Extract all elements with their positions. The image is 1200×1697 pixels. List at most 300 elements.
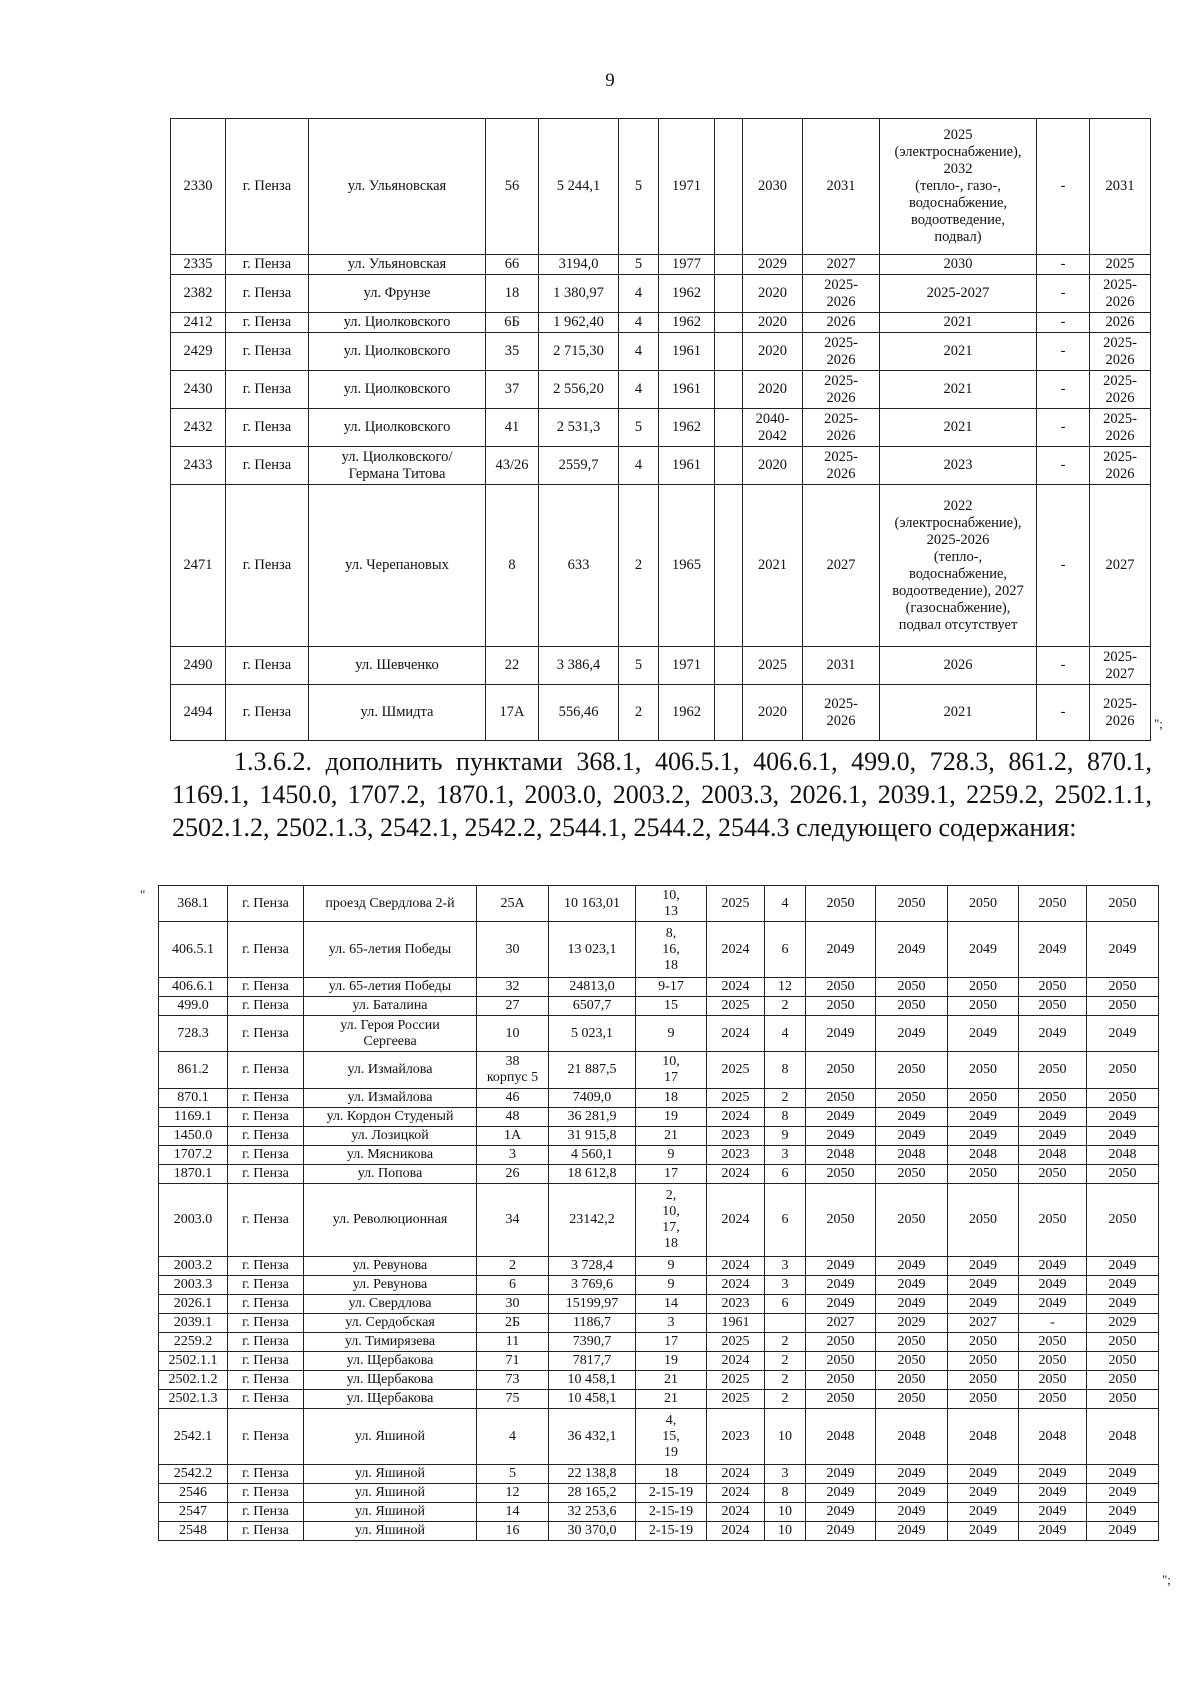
table-cell: 2049 bbox=[876, 1257, 948, 1276]
table-cell: ул. Героя России Сергеева bbox=[304, 1016, 477, 1052]
table-cell: 2 bbox=[765, 1390, 806, 1409]
table-cell: 2050 bbox=[1087, 1371, 1159, 1390]
table-cell: 2023 bbox=[707, 1127, 765, 1146]
table-cell: 1962 bbox=[659, 313, 715, 333]
table-cell: 2030 bbox=[743, 119, 803, 255]
table-cell: 37 bbox=[486, 371, 539, 409]
table-cell: 2050 bbox=[948, 1352, 1019, 1371]
table-cell: 10, 13 bbox=[636, 886, 707, 922]
table-cell: 2025 bbox=[707, 1333, 765, 1352]
table-cell: 2546 bbox=[159, 1484, 228, 1503]
table-cell: 2025- 2026 bbox=[803, 447, 880, 485]
table-cell: 22 bbox=[486, 647, 539, 685]
table-row bbox=[171, 333, 1151, 371]
table-cell bbox=[715, 371, 743, 409]
table-cell: 4 bbox=[619, 333, 659, 371]
table-cell: 1961 bbox=[707, 1314, 765, 1333]
table-cell: 1961 bbox=[659, 333, 715, 371]
table-cell: 2021 bbox=[880, 409, 1037, 447]
table-row bbox=[171, 275, 1151, 313]
table-cell: 2050 bbox=[876, 886, 948, 922]
table-cell: 10 bbox=[477, 1016, 549, 1052]
table-cell: 31 915,8 bbox=[549, 1127, 636, 1146]
table-cell bbox=[715, 685, 743, 741]
table-cell: 2021 bbox=[880, 371, 1037, 409]
table-cell: 2026 bbox=[803, 313, 880, 333]
table-cell: 2049 bbox=[1087, 1522, 1159, 1541]
table-cell: ул. Революционная bbox=[304, 1184, 477, 1257]
table-cell: 2025 (электроснабжение), 2032 (тепло-, газо-, водоснабжение, водоотведение, подвал) bbox=[880, 119, 1037, 255]
table-cell: 2025- 2026 bbox=[803, 371, 880, 409]
table-cell: 2049 bbox=[1019, 1465, 1087, 1484]
table-row bbox=[159, 1465, 1159, 1484]
table-cell: 2029 bbox=[876, 1314, 948, 1333]
table-cell: 2025- 2026 bbox=[1090, 333, 1151, 371]
table-cell: 2050 bbox=[1019, 997, 1087, 1016]
table-cell: 23142,2 bbox=[549, 1184, 636, 1257]
table-cell: 2050 bbox=[1087, 1184, 1159, 1257]
table-cell: ул. Фрунзе bbox=[309, 275, 486, 313]
table-cell: г. Пенза bbox=[228, 1522, 304, 1541]
table-cell: 2027 bbox=[803, 255, 880, 275]
table-row bbox=[159, 922, 1159, 978]
table-cell: г. Пенза bbox=[228, 1333, 304, 1352]
table-cell: 2502.1.1 bbox=[159, 1352, 228, 1371]
table-cell: 8 bbox=[486, 485, 539, 647]
table-cell: 4 bbox=[619, 275, 659, 313]
table-cell: 2029 bbox=[1087, 1314, 1159, 1333]
table-cell: 2049 bbox=[1019, 1522, 1087, 1541]
table-cell: 2026 bbox=[1090, 313, 1151, 333]
table-cell: 7409,0 bbox=[549, 1089, 636, 1108]
table-cell: 2025 bbox=[707, 886, 765, 922]
table-cell: 2048 bbox=[1019, 1146, 1087, 1165]
table-cell: 1977 bbox=[659, 255, 715, 275]
table-cell: 48 bbox=[477, 1108, 549, 1127]
table-cell: 2025- 2026 bbox=[803, 275, 880, 313]
table-cell: 18 bbox=[486, 275, 539, 313]
table-cell: 2049 bbox=[948, 1257, 1019, 1276]
table-cell: 2049 bbox=[806, 1016, 876, 1052]
table-cell: 75 bbox=[477, 1390, 549, 1409]
table-cell: 6507,7 bbox=[549, 997, 636, 1016]
table-cell: 2049 bbox=[876, 1295, 948, 1314]
table-cell: 9-17 bbox=[636, 978, 707, 997]
table-cell: 2050 bbox=[1087, 1352, 1159, 1371]
table-cell: ул. Циолковского/ Германа Титова bbox=[309, 447, 486, 485]
table-cell: 2027 bbox=[1090, 485, 1151, 647]
table-cell: 71 bbox=[477, 1352, 549, 1371]
table-cell bbox=[765, 1314, 806, 1333]
table-cell: 2048 bbox=[876, 1409, 948, 1465]
table-cell: 728.3 bbox=[159, 1016, 228, 1052]
table-cell: 5 023,1 bbox=[549, 1016, 636, 1052]
table-cell: 3 bbox=[477, 1146, 549, 1165]
table-cell: 2024 bbox=[707, 1522, 765, 1541]
table-cell: г. Пенза bbox=[226, 275, 309, 313]
table-cell: 2050 bbox=[876, 1390, 948, 1409]
table-cell: 2049 bbox=[948, 1127, 1019, 1146]
table-cell: 2471 bbox=[171, 485, 226, 647]
table-cell: - bbox=[1037, 685, 1090, 741]
table-cell: 6 bbox=[765, 1165, 806, 1184]
table-cell: г. Пенза bbox=[228, 1314, 304, 1333]
table-cell bbox=[715, 409, 743, 447]
table-cell: 2021 bbox=[880, 685, 1037, 741]
table-cell: 2050 bbox=[1019, 1352, 1087, 1371]
table-cell: 21 bbox=[636, 1371, 707, 1390]
table-cell: - bbox=[1037, 447, 1090, 485]
table-row bbox=[159, 1503, 1159, 1522]
table-cell: 2022 (электроснабжение), 2025-2026 (тепло-, водоснабжение, водоотведение), 2027 (газоснабжение), подвал отсутствует bbox=[880, 485, 1037, 647]
table-cell: 406.6.1 bbox=[159, 978, 228, 997]
table-cell: 2049 bbox=[1087, 1276, 1159, 1295]
table-cell: г. Пенза bbox=[228, 1484, 304, 1503]
table-cell: 2430 bbox=[171, 371, 226, 409]
table-cell: г. Пенза bbox=[228, 997, 304, 1016]
table-cell: 27 bbox=[477, 997, 549, 1016]
table-cell: 13 023,1 bbox=[549, 922, 636, 978]
table-cell: 2031 bbox=[803, 119, 880, 255]
table-cell: 2049 bbox=[1019, 1257, 1087, 1276]
table-cell: 2050 bbox=[1019, 886, 1087, 922]
table-cell: 4 bbox=[619, 371, 659, 409]
table-cell: 2025- 2026 bbox=[1090, 409, 1151, 447]
table-cell: 2050 bbox=[1087, 886, 1159, 922]
table-cell: 2050 bbox=[806, 1390, 876, 1409]
table-added-entries bbox=[158, 885, 1159, 1541]
table-cell: 2559,7 bbox=[539, 447, 619, 485]
table-cell: 2003.3 bbox=[159, 1276, 228, 1295]
table-cell: ул. Мясникова bbox=[304, 1146, 477, 1165]
table-cell: 2542.1 bbox=[159, 1409, 228, 1465]
table-cell: 2031 bbox=[803, 647, 880, 685]
table-cell: 2049 bbox=[1087, 1127, 1159, 1146]
table-cell: 2024 bbox=[707, 1276, 765, 1295]
table-row bbox=[171, 485, 1151, 647]
table-cell: 2049 bbox=[876, 1522, 948, 1541]
table-cell: 2049 bbox=[1019, 1016, 1087, 1052]
table-cell: 2049 bbox=[1019, 1127, 1087, 1146]
table-cell: г. Пенза bbox=[228, 886, 304, 922]
table-cell: ул. Циолковского bbox=[309, 313, 486, 333]
table-cell: проезд Свердлова 2-й bbox=[304, 886, 477, 922]
table-cell: 2020 bbox=[743, 313, 803, 333]
table-cell: 2-15-19 bbox=[636, 1484, 707, 1503]
table-cell: г. Пенза bbox=[226, 447, 309, 485]
amendment-text: 1.3.6.2. дополнить пунктами 368.1, 406.5.1, 406.6.1, 499.0, 728.3, 861.2, 870.1, 1169.1, 1450.0, 1707.2, 1870.1, 2003.0, 2003.2, 2003.3, 2026.1, 2039.1, 2259.2, 2502.1.1, 2502.1.2, 2502.1.3, 2542.1, 2542.2, 2544.1, 2544.2, 2544.3 следующего содержания: bbox=[172, 747, 1152, 842]
table-cell: 2027 bbox=[803, 485, 880, 647]
table-cell: 2429 bbox=[171, 333, 226, 371]
table-cell: 2049 bbox=[876, 1465, 948, 1484]
table-cell: 2024 bbox=[707, 922, 765, 978]
table-cell: 35 bbox=[486, 333, 539, 371]
table-cell: 2050 bbox=[948, 1184, 1019, 1257]
table-row bbox=[171, 371, 1151, 409]
table-cell: ул. Ульяновская bbox=[309, 255, 486, 275]
table-cell: 2049 bbox=[1087, 1016, 1159, 1052]
table-cell: 2027 bbox=[806, 1314, 876, 1333]
table-cell: 2049 bbox=[876, 1108, 948, 1127]
table-cell: 2050 bbox=[876, 978, 948, 997]
table-cell: 12 bbox=[477, 1484, 549, 1503]
table-cell: 2025- 2026 bbox=[803, 409, 880, 447]
table-cell: 2050 bbox=[806, 1165, 876, 1184]
table-cell: 21 bbox=[636, 1127, 707, 1146]
table-cell: 2-15-19 bbox=[636, 1522, 707, 1541]
table-cell: 2040- 2042 bbox=[743, 409, 803, 447]
table-cell: 1961 bbox=[659, 447, 715, 485]
table-cell: г. Пенза bbox=[228, 922, 304, 978]
table-existing-entries bbox=[170, 118, 1151, 741]
table-cell: 36 432,1 bbox=[549, 1409, 636, 1465]
table-cell: 556,46 bbox=[539, 685, 619, 741]
table-cell: 2490 bbox=[171, 647, 226, 685]
table-cell: 2050 bbox=[806, 1333, 876, 1352]
table-cell: 2050 bbox=[806, 886, 876, 922]
table-cell: 2050 bbox=[806, 978, 876, 997]
table-cell: 2049 bbox=[806, 1522, 876, 1541]
table-cell: ул. Ревунова bbox=[304, 1276, 477, 1295]
table-cell: 2050 bbox=[876, 1333, 948, 1352]
table-row bbox=[171, 447, 1151, 485]
table-cell: 2049 bbox=[876, 922, 948, 978]
table-cell: ул. Баталина bbox=[304, 997, 477, 1016]
table-cell: 2049 bbox=[876, 1276, 948, 1295]
table-cell: 32 bbox=[477, 978, 549, 997]
table-cell: 1 380,97 bbox=[539, 275, 619, 313]
table-cell: 1186,7 bbox=[549, 1314, 636, 1333]
table-cell: 2049 bbox=[1019, 1503, 1087, 1522]
table-cell: 2048 bbox=[948, 1146, 1019, 1165]
table-cell: 2024 bbox=[707, 978, 765, 997]
table-cell: ул. 65-летия Победы bbox=[304, 978, 477, 997]
table-cell: 2049 bbox=[876, 1503, 948, 1522]
table-row bbox=[159, 1089, 1159, 1108]
table-cell: 2025- 2026 bbox=[1090, 447, 1151, 485]
table-cell: 2050 bbox=[948, 1333, 1019, 1352]
table-cell: ул. Черепановых bbox=[309, 485, 486, 647]
table-cell: 2050 bbox=[948, 1052, 1019, 1089]
table-cell: - bbox=[1037, 371, 1090, 409]
table-cell: 2050 bbox=[948, 886, 1019, 922]
table-cell: 2050 bbox=[1087, 1333, 1159, 1352]
table-cell: 1169.1 bbox=[159, 1108, 228, 1127]
table-cell: 2049 bbox=[1087, 1108, 1159, 1127]
table-cell: 5 bbox=[619, 255, 659, 275]
table-cell: 2050 bbox=[948, 978, 1019, 997]
table-cell: 15 bbox=[636, 997, 707, 1016]
table-cell: ул. Яшиной bbox=[304, 1409, 477, 1465]
table-cell: 2382 bbox=[171, 275, 226, 313]
table-row bbox=[171, 313, 1151, 333]
table-cell: 5 bbox=[477, 1465, 549, 1484]
table-cell: 2049 bbox=[876, 1127, 948, 1146]
table-cell: 1971 bbox=[659, 647, 715, 685]
table-row bbox=[159, 1108, 1159, 1127]
table-cell: 2023 bbox=[707, 1146, 765, 1165]
table-cell: 2049 bbox=[1019, 922, 1087, 978]
table-cell: 2548 bbox=[159, 1522, 228, 1541]
table-cell: 2050 bbox=[948, 1390, 1019, 1409]
table-cell: г. Пенза bbox=[228, 1390, 304, 1409]
table-cell: 2048 bbox=[1087, 1409, 1159, 1465]
table-cell: 2 556,20 bbox=[539, 371, 619, 409]
table-cell: 7390,7 bbox=[549, 1333, 636, 1352]
table-cell: 2050 bbox=[876, 1184, 948, 1257]
table-cell: 32 253,6 bbox=[549, 1503, 636, 1522]
table-cell: 2050 bbox=[1087, 978, 1159, 997]
table-cell: 2050 bbox=[948, 1165, 1019, 1184]
table-cell: 3 bbox=[636, 1314, 707, 1333]
table-cell: 2 bbox=[619, 685, 659, 741]
table-cell: г. Пенза bbox=[226, 647, 309, 685]
table-row bbox=[159, 1127, 1159, 1146]
table-cell: 2049 bbox=[948, 1465, 1019, 1484]
table-cell: ул. Свердлова bbox=[304, 1295, 477, 1314]
table-cell: ул. Измайлова bbox=[304, 1052, 477, 1089]
table-cell: 2050 bbox=[876, 997, 948, 1016]
table-cell: 2025 bbox=[707, 1052, 765, 1089]
table-row bbox=[159, 1522, 1159, 1541]
table-cell: ул. 65-летия Победы bbox=[304, 922, 477, 978]
table-row bbox=[159, 1371, 1159, 1390]
table-cell: ул. Циолковского bbox=[309, 333, 486, 371]
table-cell: 2020 bbox=[743, 685, 803, 741]
table-cell: ул. Щербакова bbox=[304, 1390, 477, 1409]
table-cell: 2050 bbox=[1019, 1184, 1087, 1257]
table-cell: 9 bbox=[765, 1127, 806, 1146]
table-cell: 2048 bbox=[806, 1409, 876, 1465]
table-cell: 2050 bbox=[1019, 1089, 1087, 1108]
table-row bbox=[159, 1333, 1159, 1352]
table-cell: 2 bbox=[765, 1371, 806, 1390]
table-cell: 499.0 bbox=[159, 997, 228, 1016]
table-cell: 2432 bbox=[171, 409, 226, 447]
table-cell: 2049 bbox=[876, 1484, 948, 1503]
table-cell: - bbox=[1037, 275, 1090, 313]
table-cell: 10, 17 bbox=[636, 1052, 707, 1089]
table-cell: 2049 bbox=[806, 1484, 876, 1503]
table-cell: 2030 bbox=[880, 255, 1037, 275]
table-row bbox=[159, 978, 1159, 997]
table-cell: 2433 bbox=[171, 447, 226, 485]
table-cell: 25А bbox=[477, 886, 549, 922]
table-cell: 1450.0 bbox=[159, 1127, 228, 1146]
table-cell: 3 bbox=[765, 1146, 806, 1165]
table-cell: 26 bbox=[477, 1165, 549, 1184]
table-row bbox=[171, 647, 1151, 685]
table-cell: ул. Яшиной bbox=[304, 1484, 477, 1503]
table-cell: 8, 16, 18 bbox=[636, 922, 707, 978]
table-cell: 6 bbox=[477, 1276, 549, 1295]
table-cell: 2020 bbox=[743, 371, 803, 409]
table-cell: 2050 bbox=[1019, 1390, 1087, 1409]
table-cell: ул. Лозицкой bbox=[304, 1127, 477, 1146]
table-cell: 46 bbox=[477, 1089, 549, 1108]
table-cell: 2029 bbox=[743, 255, 803, 275]
table-cell: 1707.2 bbox=[159, 1146, 228, 1165]
table-cell bbox=[715, 333, 743, 371]
table-cell: 2050 bbox=[1019, 978, 1087, 997]
table-row bbox=[171, 685, 1151, 741]
table-cell: 3 bbox=[765, 1257, 806, 1276]
table-cell: г. Пенза bbox=[226, 313, 309, 333]
table-cell: 2259.2 bbox=[159, 1333, 228, 1352]
table-cell: 2 bbox=[477, 1257, 549, 1276]
table-cell: 11 bbox=[477, 1333, 549, 1352]
table-row bbox=[159, 1146, 1159, 1165]
table-cell: - bbox=[1037, 119, 1090, 255]
table-cell: 2023 bbox=[707, 1409, 765, 1465]
table-cell: 2050 bbox=[876, 1052, 948, 1089]
table-cell: 2050 bbox=[806, 1352, 876, 1371]
table-cell: 2Б bbox=[477, 1314, 549, 1333]
table-cell: 21 bbox=[636, 1390, 707, 1409]
table-cell: 3194,0 bbox=[539, 255, 619, 275]
table-cell: 2021 bbox=[880, 333, 1037, 371]
table-row bbox=[159, 1184, 1159, 1257]
table-cell: 2049 bbox=[948, 1295, 1019, 1314]
table-cell: 6 bbox=[765, 922, 806, 978]
table-cell: 2049 bbox=[806, 922, 876, 978]
table-cell: - bbox=[1037, 333, 1090, 371]
table-cell: г. Пенза bbox=[228, 1295, 304, 1314]
table-cell: 19 bbox=[636, 1352, 707, 1371]
table-cell bbox=[715, 313, 743, 333]
table-cell: 2031 bbox=[1090, 119, 1151, 255]
table-cell: г. Пенза bbox=[228, 1089, 304, 1108]
table-cell: ул. Шмидта bbox=[309, 685, 486, 741]
table-cell: 2049 bbox=[1019, 1276, 1087, 1295]
table-cell bbox=[715, 485, 743, 647]
table-cell: 5 bbox=[619, 647, 659, 685]
table-cell: - bbox=[1037, 255, 1090, 275]
table-cell: 2023 bbox=[707, 1295, 765, 1314]
table-row bbox=[159, 1295, 1159, 1314]
table-cell: г. Пенза bbox=[228, 1146, 304, 1165]
table-cell: 9 bbox=[636, 1146, 707, 1165]
table-cell: 2049 bbox=[948, 1484, 1019, 1503]
table-cell: 870.1 bbox=[159, 1089, 228, 1108]
table-cell: 2025 bbox=[1090, 255, 1151, 275]
table-cell: 34 bbox=[477, 1184, 549, 1257]
table-cell: 2021 bbox=[880, 313, 1037, 333]
table-cell: г. Пенза bbox=[228, 1276, 304, 1295]
table-cell: 30 bbox=[477, 1295, 549, 1314]
table-cell: 6 bbox=[765, 1295, 806, 1314]
table-cell: 2023 bbox=[880, 447, 1037, 485]
table-cell: 2050 bbox=[1087, 1052, 1159, 1089]
table-cell: 10 bbox=[765, 1409, 806, 1465]
table-cell: 2049 bbox=[806, 1295, 876, 1314]
table-cell: 6Б bbox=[486, 313, 539, 333]
table-row bbox=[159, 1409, 1159, 1465]
table-cell: 17 bbox=[636, 1165, 707, 1184]
table-cell: 2024 bbox=[707, 1352, 765, 1371]
table-cell: 4 560,1 bbox=[549, 1146, 636, 1165]
table-cell: г. Пенза bbox=[228, 1503, 304, 1522]
table-cell: ул. Щербакова bbox=[304, 1371, 477, 1390]
table-row bbox=[171, 255, 1151, 275]
table-cell: 2050 bbox=[948, 1371, 1019, 1390]
table-cell: 2048 bbox=[1087, 1146, 1159, 1165]
table-cell: 2049 bbox=[948, 1503, 1019, 1522]
table-cell: 2 bbox=[765, 1352, 806, 1371]
table-cell: 10 bbox=[765, 1503, 806, 1522]
table-cell: 2049 bbox=[1019, 1484, 1087, 1503]
table-cell: 2026.1 bbox=[159, 1295, 228, 1314]
